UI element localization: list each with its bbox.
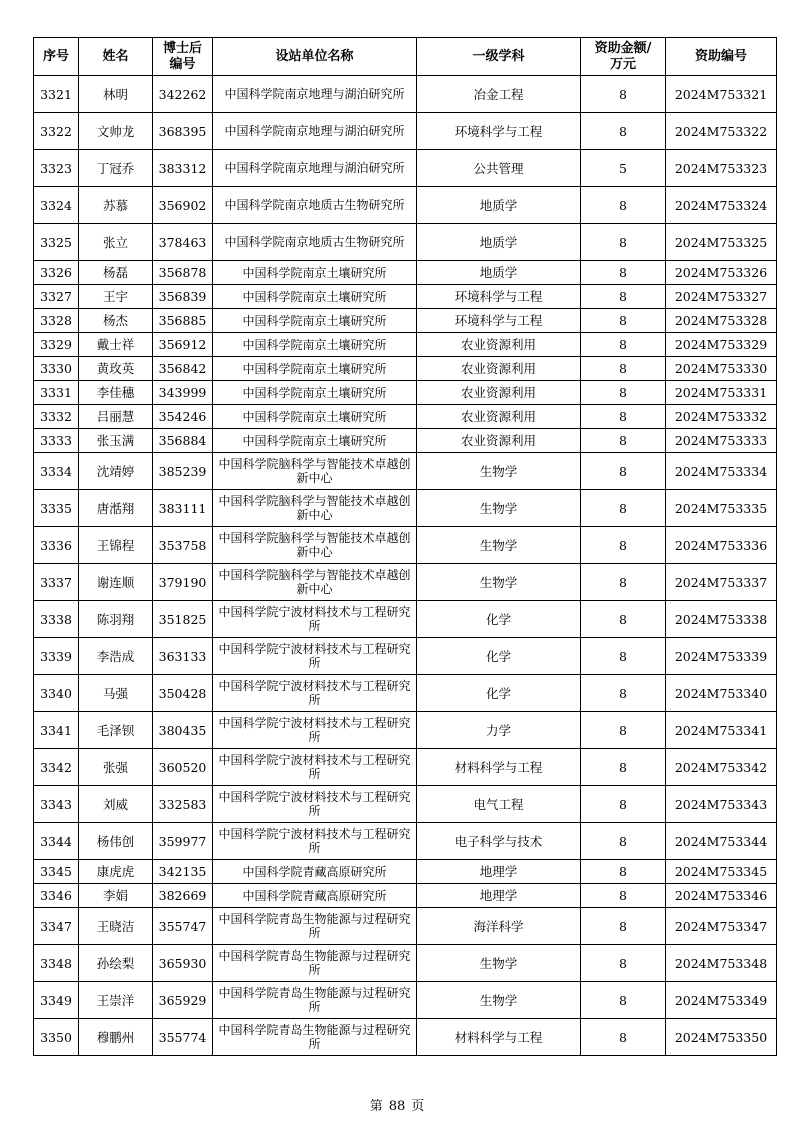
- table-row: [34, 786, 777, 823]
- cell-discipline: 生物学: [417, 982, 581, 1019]
- cell-name: 张玉满: [79, 429, 153, 453]
- cell-name: 谢连顺: [79, 564, 153, 601]
- cell-grant-id: 2024M753336: [666, 527, 777, 564]
- cell-serial: 3345: [34, 860, 79, 884]
- header-postdoc-id: 博士后 编号: [153, 38, 213, 76]
- cell-amount: 8: [581, 823, 666, 860]
- cell-discipline: 材料科学与工程: [417, 1019, 581, 1056]
- cell-amount: 8: [581, 675, 666, 712]
- cell-grant-id: 2024M753346: [666, 884, 777, 908]
- cell-serial: 3344: [34, 823, 79, 860]
- cell-grant-id: 2024M753330: [666, 357, 777, 381]
- cell-discipline: 农业资源利用: [417, 357, 581, 381]
- cell-serial: 3340: [34, 675, 79, 712]
- cell-amount: 8: [581, 884, 666, 908]
- cell-serial: 3323: [34, 150, 79, 187]
- cell-serial: 3341: [34, 712, 79, 749]
- cell-amount: 8: [581, 333, 666, 357]
- cell-discipline: 生物学: [417, 945, 581, 982]
- cell-grant-id: 2024M753338: [666, 601, 777, 638]
- cell-amount: 8: [581, 982, 666, 1019]
- cell-amount: 8: [581, 76, 666, 113]
- cell-name: 王宇: [79, 285, 153, 309]
- cell-postdoc-id: 379190: [153, 564, 213, 601]
- table-row: [34, 982, 777, 1019]
- cell-institution: 中国科学院宁波材料技术与工程研究所: [213, 675, 417, 712]
- table-row: [34, 908, 777, 945]
- cell-amount: 8: [581, 381, 666, 405]
- cell-serial: 3333: [34, 429, 79, 453]
- cell-amount: 8: [581, 1019, 666, 1056]
- cell-serial: 3328: [34, 309, 79, 333]
- table-row: [34, 285, 777, 309]
- table-row: [34, 187, 777, 224]
- table-row: [34, 564, 777, 601]
- table-row: [34, 429, 777, 453]
- cell-postdoc-id: 383312: [153, 150, 213, 187]
- cell-postdoc-id: 363133: [153, 638, 213, 675]
- cell-postdoc-id: 356842: [153, 357, 213, 381]
- header-name: 姓名: [79, 38, 153, 76]
- cell-institution: 中国科学院青岛生物能源与过程研究所: [213, 945, 417, 982]
- cell-grant-id: 2024M753349: [666, 982, 777, 1019]
- cell-grant-id: 2024M753339: [666, 638, 777, 675]
- cell-name: 李浩成: [79, 638, 153, 675]
- cell-discipline: 环境科学与工程: [417, 309, 581, 333]
- table-row: [34, 945, 777, 982]
- cell-institution: 中国科学院青藏高原研究所: [213, 860, 417, 884]
- cell-name: 穆鹏州: [79, 1019, 153, 1056]
- cell-postdoc-id: 350428: [153, 675, 213, 712]
- table-row: [34, 712, 777, 749]
- cell-grant-id: 2024M753331: [666, 381, 777, 405]
- table-row: [34, 601, 777, 638]
- cell-discipline: 农业资源利用: [417, 333, 581, 357]
- cell-serial: 3338: [34, 601, 79, 638]
- cell-serial: 3342: [34, 749, 79, 786]
- cell-institution: 中国科学院南京地质古生物研究所: [213, 224, 417, 261]
- cell-serial: 3332: [34, 405, 79, 429]
- cell-grant-id: 2024M753325: [666, 224, 777, 261]
- cell-amount: 8: [581, 860, 666, 884]
- cell-discipline: 化学: [417, 675, 581, 712]
- cell-institution: 中国科学院脑科学与智能技术卓越创新中心: [213, 527, 417, 564]
- cell-postdoc-id: 356912: [153, 333, 213, 357]
- cell-grant-id: 2024M753341: [666, 712, 777, 749]
- cell-serial: 3329: [34, 333, 79, 357]
- cell-grant-id: 2024M753348: [666, 945, 777, 982]
- cell-grant-id: 2024M753321: [666, 76, 777, 113]
- cell-discipline: 公共管理: [417, 150, 581, 187]
- cell-institution: 中国科学院宁波材料技术与工程研究所: [213, 786, 417, 823]
- cell-name: 杨磊: [79, 261, 153, 285]
- header-institution: 设站单位名称: [213, 38, 417, 76]
- cell-discipline: 电气工程: [417, 786, 581, 823]
- cell-discipline: 地质学: [417, 224, 581, 261]
- header-amount: 资助金额/ 万元: [581, 38, 666, 76]
- cell-postdoc-id: 365929: [153, 982, 213, 1019]
- cell-discipline: 农业资源利用: [417, 429, 581, 453]
- cell-institution: 中国科学院青岛生物能源与过程研究所: [213, 1019, 417, 1056]
- cell-institution: 中国科学院宁波材料技术与工程研究所: [213, 749, 417, 786]
- cell-grant-id: 2024M753345: [666, 860, 777, 884]
- cell-name: 王锦程: [79, 527, 153, 564]
- cell-serial: 3326: [34, 261, 79, 285]
- cell-discipline: 生物学: [417, 527, 581, 564]
- cell-grant-id: 2024M753328: [666, 309, 777, 333]
- cell-name: 陈羽翔: [79, 601, 153, 638]
- footer-prefix: 第: [369, 1099, 383, 1114]
- cell-postdoc-id: 356839: [153, 285, 213, 309]
- cell-postdoc-id: 332583: [153, 786, 213, 823]
- table-row: [34, 675, 777, 712]
- table-row: [34, 405, 777, 429]
- cell-postdoc-id: 356902: [153, 187, 213, 224]
- cell-name: 苏慕: [79, 187, 153, 224]
- cell-discipline: 海洋科学: [417, 908, 581, 945]
- cell-institution: 中国科学院脑科学与智能技术卓越创新中心: [213, 453, 417, 490]
- cell-discipline: 地理学: [417, 860, 581, 884]
- cell-serial: 3343: [34, 786, 79, 823]
- cell-amount: 8: [581, 113, 666, 150]
- cell-serial: 3327: [34, 285, 79, 309]
- cell-amount: 8: [581, 490, 666, 527]
- table-row: [34, 309, 777, 333]
- cell-postdoc-id: 342262: [153, 76, 213, 113]
- cell-institution: 中国科学院脑科学与智能技术卓越创新中心: [213, 490, 417, 527]
- cell-discipline: 农业资源利用: [417, 381, 581, 405]
- cell-serial: 3346: [34, 884, 79, 908]
- cell-institution: 中国科学院南京土壤研究所: [213, 309, 417, 333]
- cell-serial: 3324: [34, 187, 79, 224]
- cell-amount: 8: [581, 908, 666, 945]
- cell-institution: 中国科学院南京土壤研究所: [213, 357, 417, 381]
- cell-amount: 8: [581, 601, 666, 638]
- cell-institution: 中国科学院青藏高原研究所: [213, 884, 417, 908]
- cell-grant-id: 2024M753324: [666, 187, 777, 224]
- cell-grant-id: 2024M753342: [666, 749, 777, 786]
- header-discipline: 一级学科: [417, 38, 581, 76]
- cell-grant-id: 2024M753337: [666, 564, 777, 601]
- cell-grant-id: 2024M753332: [666, 405, 777, 429]
- cell-postdoc-id: 360520: [153, 749, 213, 786]
- header-row: [34, 38, 777, 76]
- cell-name: 孙绘梨: [79, 945, 153, 982]
- cell-name: 杨伟创: [79, 823, 153, 860]
- table-row: [34, 333, 777, 357]
- cell-postdoc-id: 353758: [153, 527, 213, 564]
- cell-amount: 8: [581, 527, 666, 564]
- cell-grant-id: 2024M753350: [666, 1019, 777, 1056]
- cell-grant-id: 2024M753334: [666, 453, 777, 490]
- cell-discipline: 力学: [417, 712, 581, 749]
- cell-institution: 中国科学院南京土壤研究所: [213, 405, 417, 429]
- cell-institution: 中国科学院脑科学与智能技术卓越创新中心: [213, 564, 417, 601]
- cell-amount: 8: [581, 429, 666, 453]
- funding-table: [33, 37, 777, 1056]
- table-row: [34, 527, 777, 564]
- cell-name: 康虎虎: [79, 860, 153, 884]
- cell-postdoc-id: 355747: [153, 908, 213, 945]
- cell-amount: 8: [581, 187, 666, 224]
- table-row: [34, 76, 777, 113]
- cell-discipline: 冶金工程: [417, 76, 581, 113]
- cell-amount: 8: [581, 712, 666, 749]
- cell-name: 丁冠乔: [79, 150, 153, 187]
- cell-grant-id: 2024M753323: [666, 150, 777, 187]
- cell-name: 张立: [79, 224, 153, 261]
- cell-discipline: 电子科学与技术: [417, 823, 581, 860]
- cell-postdoc-id: 368395: [153, 113, 213, 150]
- cell-name: 李佳穗: [79, 381, 153, 405]
- cell-postdoc-id: 380435: [153, 712, 213, 749]
- cell-name: 沈靖婷: [79, 453, 153, 490]
- cell-postdoc-id: 378463: [153, 224, 213, 261]
- cell-name: 林明: [79, 76, 153, 113]
- cell-name: 文帅龙: [79, 113, 153, 150]
- cell-grant-id: 2024M753343: [666, 786, 777, 823]
- cell-name: 马强: [79, 675, 153, 712]
- cell-institution: 中国科学院南京土壤研究所: [213, 261, 417, 285]
- footer-suffix: 页: [411, 1099, 425, 1114]
- cell-grant-id: 2024M753326: [666, 261, 777, 285]
- table-row: [34, 381, 777, 405]
- page-number: 88: [388, 1099, 406, 1114]
- cell-discipline: 农业资源利用: [417, 405, 581, 429]
- cell-institution: 中国科学院南京地质古生物研究所: [213, 187, 417, 224]
- table-row: [34, 860, 777, 884]
- cell-grant-id: 2024M753327: [666, 285, 777, 309]
- cell-amount: 5: [581, 150, 666, 187]
- cell-serial: 3325: [34, 224, 79, 261]
- cell-serial: 3347: [34, 908, 79, 945]
- cell-institution: 中国科学院青岛生物能源与过程研究所: [213, 982, 417, 1019]
- cell-postdoc-id: 359977: [153, 823, 213, 860]
- cell-postdoc-id: 342135: [153, 860, 213, 884]
- cell-institution: 中国科学院宁波材料技术与工程研究所: [213, 823, 417, 860]
- cell-serial: 3350: [34, 1019, 79, 1056]
- cell-serial: 3337: [34, 564, 79, 601]
- table-row: [34, 224, 777, 261]
- header-serial: 序号: [34, 38, 79, 76]
- table-row: [34, 638, 777, 675]
- cell-discipline: 化学: [417, 638, 581, 675]
- cell-amount: 8: [581, 749, 666, 786]
- cell-name: 李娟: [79, 884, 153, 908]
- cell-postdoc-id: 356878: [153, 261, 213, 285]
- cell-serial: 3349: [34, 982, 79, 1019]
- cell-discipline: 环境科学与工程: [417, 113, 581, 150]
- cell-amount: 8: [581, 357, 666, 381]
- table-row: [34, 261, 777, 285]
- cell-discipline: 材料科学与工程: [417, 749, 581, 786]
- cell-postdoc-id: 382669: [153, 884, 213, 908]
- cell-serial: 3334: [34, 453, 79, 490]
- cell-postdoc-id: 343999: [153, 381, 213, 405]
- cell-grant-id: 2024M753344: [666, 823, 777, 860]
- cell-name: 黄玫英: [79, 357, 153, 381]
- cell-postdoc-id: 365930: [153, 945, 213, 982]
- cell-serial: 3322: [34, 113, 79, 150]
- cell-name: 吕丽慧: [79, 405, 153, 429]
- cell-serial: 3348: [34, 945, 79, 982]
- cell-amount: 8: [581, 405, 666, 429]
- cell-postdoc-id: 385239: [153, 453, 213, 490]
- cell-amount: 8: [581, 285, 666, 309]
- cell-institution: 中国科学院青岛生物能源与过程研究所: [213, 908, 417, 945]
- cell-postdoc-id: 351825: [153, 601, 213, 638]
- cell-amount: 8: [581, 786, 666, 823]
- cell-name: 王晓洁: [79, 908, 153, 945]
- cell-name: 刘威: [79, 786, 153, 823]
- cell-grant-id: 2024M753335: [666, 490, 777, 527]
- table-row: [34, 749, 777, 786]
- cell-institution: 中国科学院宁波材料技术与工程研究所: [213, 638, 417, 675]
- cell-amount: 8: [581, 564, 666, 601]
- cell-serial: 3330: [34, 357, 79, 381]
- cell-discipline: 生物学: [417, 564, 581, 601]
- cell-institution: 中国科学院南京地理与湖泊研究所: [213, 113, 417, 150]
- cell-serial: 3336: [34, 527, 79, 564]
- cell-serial: 3339: [34, 638, 79, 675]
- header-grant-id: 资助编号: [666, 38, 777, 76]
- cell-discipline: 环境科学与工程: [417, 285, 581, 309]
- table-row: [34, 490, 777, 527]
- cell-serial: 3331: [34, 381, 79, 405]
- cell-discipline: 地质学: [417, 261, 581, 285]
- cell-amount: 8: [581, 261, 666, 285]
- cell-grant-id: 2024M753329: [666, 333, 777, 357]
- cell-institution: 中国科学院南京土壤研究所: [213, 333, 417, 357]
- cell-postdoc-id: 356884: [153, 429, 213, 453]
- cell-grant-id: 2024M753322: [666, 113, 777, 150]
- cell-institution: 中国科学院南京地理与湖泊研究所: [213, 150, 417, 187]
- cell-discipline: 地质学: [417, 187, 581, 224]
- cell-institution: 中国科学院南京土壤研究所: [213, 381, 417, 405]
- table-row: [34, 357, 777, 381]
- page-footer: [0, 1095, 794, 1114]
- cell-postdoc-id: 354246: [153, 405, 213, 429]
- cell-amount: 8: [581, 453, 666, 490]
- cell-postdoc-id: 356885: [153, 309, 213, 333]
- table-row: [34, 150, 777, 187]
- cell-institution: 中国科学院宁波材料技术与工程研究所: [213, 712, 417, 749]
- cell-amount: 8: [581, 638, 666, 675]
- cell-institution: 中国科学院宁波材料技术与工程研究所: [213, 601, 417, 638]
- table-row: [34, 1019, 777, 1056]
- table-row: [34, 453, 777, 490]
- cell-grant-id: 2024M753340: [666, 675, 777, 712]
- cell-serial: 3321: [34, 76, 79, 113]
- cell-discipline: 化学: [417, 601, 581, 638]
- cell-name: 唐湉翔: [79, 490, 153, 527]
- cell-serial: 3335: [34, 490, 79, 527]
- cell-institution: 中国科学院南京土壤研究所: [213, 285, 417, 309]
- cell-name: 杨杰: [79, 309, 153, 333]
- table-row: [34, 884, 777, 908]
- cell-discipline: 地理学: [417, 884, 581, 908]
- cell-postdoc-id: 355774: [153, 1019, 213, 1056]
- cell-institution: 中国科学院南京地理与湖泊研究所: [213, 76, 417, 113]
- cell-name: 戴士祥: [79, 333, 153, 357]
- cell-discipline: 生物学: [417, 453, 581, 490]
- cell-grant-id: 2024M753347: [666, 908, 777, 945]
- cell-institution: 中国科学院南京土壤研究所: [213, 429, 417, 453]
- cell-postdoc-id: 383111: [153, 490, 213, 527]
- cell-name: 张强: [79, 749, 153, 786]
- cell-name: 毛泽钡: [79, 712, 153, 749]
- cell-name: 王崇洋: [79, 982, 153, 1019]
- cell-grant-id: 2024M753333: [666, 429, 777, 453]
- table-row: [34, 823, 777, 860]
- table-row: [34, 113, 777, 150]
- cell-amount: 8: [581, 309, 666, 333]
- cell-discipline: 生物学: [417, 490, 581, 527]
- cell-amount: 8: [581, 945, 666, 982]
- cell-amount: 8: [581, 224, 666, 261]
